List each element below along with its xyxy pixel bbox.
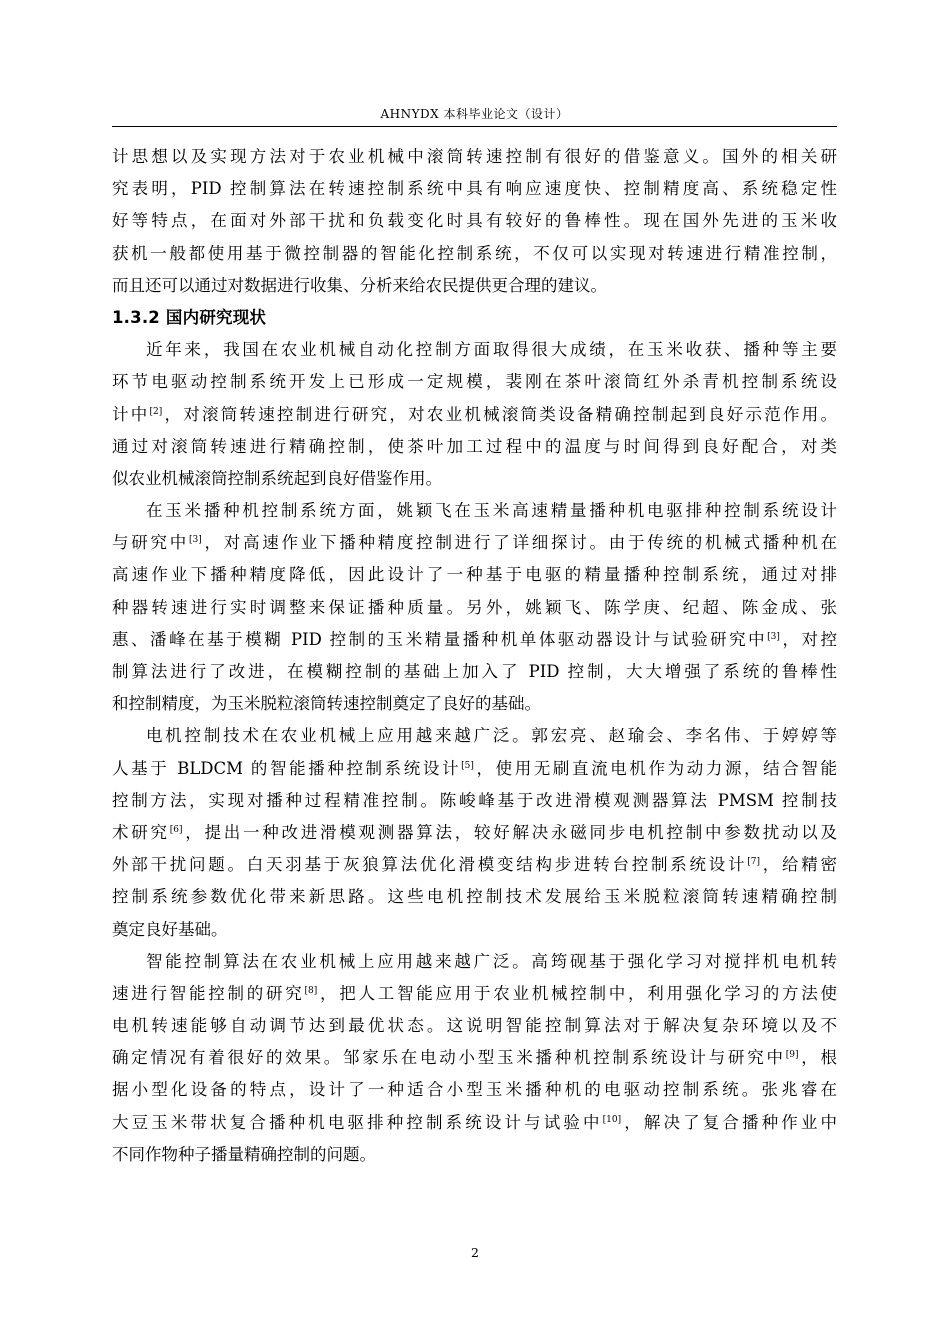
- text-line: 电机控制技术在农业机械上应用越来越广泛。郭宏亮、赵瑜会、李名伟、于婷婷等: [146, 726, 837, 746]
- text-segment: ，解决了复合播种作业中: [621, 1112, 838, 1132]
- paragraph-2: [112, 334, 837, 495]
- text-segment: 外部干扰问题。白天羽基于灰狼算法优化滑模变结构步进转台控制系统设计: [112, 855, 748, 875]
- text-line: 在玉米播种机控制系统方面，姚颖飞在玉米高速精量播种机电驱排种控制系统设计: [146, 501, 837, 521]
- text-segment: 术研究: [112, 822, 170, 842]
- text-line: [112, 849, 837, 881]
- text-line: 好等特点，在面对外部干扰和负载变化时具有较好的鲁棒性。现在国外先进的玉米收: [112, 211, 837, 231]
- text-segment: 计中: [112, 404, 150, 424]
- paragraph-4: [112, 720, 837, 945]
- running-header: AHNYDX 本科毕业论文（设计）: [380, 107, 569, 121]
- text-line: 环节电驱动控制系统开发上已形成一定规模，裴刚在茶叶滚筒红外杀青机控制系统设: [112, 372, 837, 392]
- text-line: 制算法进行了改进，在模糊控制的基础上加入了 PID 控制，大大增强了系统的鲁棒性: [112, 662, 837, 681]
- text-segment: ，使用无刷直流电机作为动力源，结合智能: [473, 758, 838, 778]
- citation-ref: [3]: [189, 535, 202, 546]
- citation-ref: [2]: [149, 406, 163, 417]
- text-segment: 大豆玉米带状复合播种机电驱排种控制系统设计与试验中: [112, 1112, 603, 1132]
- text-line: [112, 817, 837, 849]
- citation-ref: [3]: [767, 631, 780, 642]
- citation-ref: [7]: [747, 857, 760, 868]
- text-segment: ，给精密: [760, 855, 837, 875]
- text-segment: ，提出一种改进滑模观测器算法，较好解决永磁同步电机控制中参数扰动以及: [182, 822, 837, 842]
- text-segment: ，对滚筒转速控制进行研究，对农业机械滚筒类设备精确控制起到良好示范作用。: [162, 404, 838, 424]
- text-line: [112, 753, 837, 785]
- text-segment: ，对控: [779, 629, 837, 649]
- text-line: 获机一般都使用基于微控制器的智能化控制系统，不仅可以实现对转速进行精准控制，: [112, 243, 837, 263]
- text-line: 电机转速能够自动调节达到最优状态。这说明智能控制算法对于解决复杂环境以及不: [112, 1016, 837, 1036]
- text-line: [112, 527, 837, 559]
- text-line: 控制方法，实现对播种过程精准控制。陈峻峰基于改进滑模观测器算法 PMSM 控制技: [112, 790, 837, 810]
- text-line: 近年来，我国在农业机械自动化控制方面取得很大成绩，在玉米收获、播种等主要: [146, 340, 837, 360]
- text-line: 控制系统参数优化带来新思路。这些电机控制技术发展给玉米脱粒滚筒转速精确控制: [112, 887, 837, 907]
- text-segment: 确定情况有着很好的效果。邹家乐在电动小型玉米播种机控制系统设计与研究中: [112, 1048, 786, 1068]
- text-line: [112, 399, 837, 431]
- text-segment: ，根: [798, 1048, 837, 1068]
- citation-ref: [10]: [602, 1114, 622, 1125]
- text-segment: 速进行智能控制的研究: [112, 983, 305, 1003]
- text-line: [112, 978, 837, 1010]
- citation-ref: [5]: [461, 760, 474, 771]
- text-segment: 惠、潘峰在基于模糊 PID 控制的玉米精量播种机单体驱动器设计与试验研究中: [112, 629, 768, 649]
- text-line: 计思想以及实现方法对于农业机械中滚筒转速控制有很好的借鉴意义。国外的相关研: [112, 147, 837, 166]
- text-segment: 人基于 BLDCM 的智能播种控制系统设计: [112, 758, 462, 778]
- paragraph-3: [112, 495, 837, 720]
- text-segment: ，把人工智能应用于农业机械控制中，利用强化学习的方法使: [317, 983, 837, 1003]
- page-body: [112, 141, 837, 1171]
- text-line: 而且还可以通过对数据进行收集、分析来给农民提供更合理的建议。: [112, 275, 607, 295]
- text-line: 奠定良好基础。: [112, 919, 228, 939]
- text-line: [112, 1042, 837, 1074]
- header-rule: [112, 126, 837, 127]
- text-line: [112, 1107, 837, 1139]
- text-segment: ，对高速作业下播种精度控制进行了详细探讨。由于传统的机械式播种机在: [201, 533, 837, 553]
- text-segment: 与研究中: [112, 533, 189, 553]
- text-line: 不同作物种子播量精确控制的问题。: [112, 1144, 376, 1164]
- text-line: 究表明，PID 控制算法在转速控制系统中具有响应速度快、控制精度高、系统稳定性: [112, 179, 837, 199]
- text-line: 通过对滚筒转速进行精确控制，使茶叶加工过程中的温度与时间得到良好配合，对类: [112, 436, 837, 456]
- text-line: 和控制精度，为玉米脱粒滚筒转速控制奠定了良好的基础。: [112, 694, 541, 714]
- citation-ref: [8]: [304, 985, 318, 996]
- text-line: 高速作业下播种精度降低，因此设计了一种基于电驱的精量播种控制系统，通过对排: [112, 565, 837, 585]
- text-line: 种器转速进行实时调整来保证播种质量。另外，姚颖飞、陈学庚、纪超、陈金成、张: [112, 597, 837, 617]
- text-line: [112, 624, 837, 656]
- section-heading: 1.3.2 国内研究现状: [112, 307, 267, 327]
- citation-ref: [6]: [169, 824, 183, 835]
- paragraph-5: [112, 946, 837, 1171]
- citation-ref: [9]: [785, 1050, 799, 1061]
- paragraph-1: [112, 141, 837, 302]
- text-line: 智能控制算法在农业机械上应用越来越广泛。高筠砚基于强化学习对搅拌机电机转: [146, 951, 837, 971]
- text-line: 据小型化设备的特点，设计了一种适合小型玉米播种机的电驱动控制系统。张兆睿在: [112, 1080, 837, 1100]
- page-number: 2: [471, 1245, 479, 1260]
- text-line: 似农业机械滚筒控制系统起到良好借鉴作用。: [112, 468, 442, 488]
